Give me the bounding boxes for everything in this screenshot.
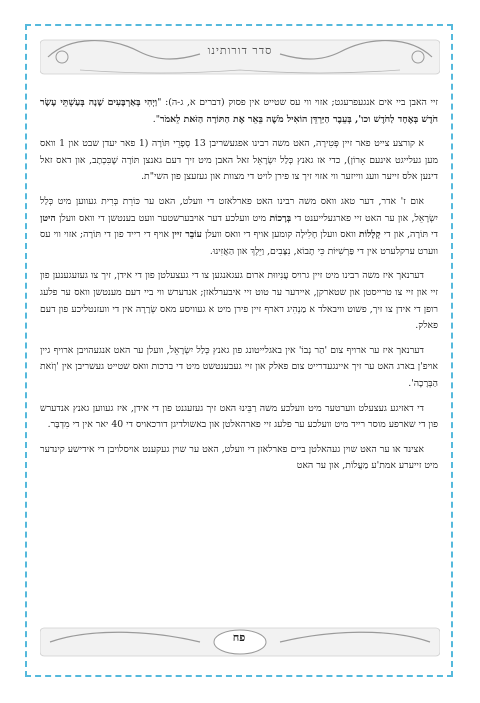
text-run: אום ז' אדר, דער טאג וואס משה רבינו האט פארלאזט די וועלט, האט ער כּוֹרֵת בְּרִית געווען מיט כְּלַל יִשְׂרָאֵל, און ער האט זיי פארגעלייענט די	[40, 195, 438, 224]
paragraph	[40, 401, 438, 434]
text-run: דערנאך איז משה רבינו מיט זיין גרויס עֲנִיווּת ארום געגאנגען צו די געצעלטן פון די אידן, זיך צו געזעגענען פון זיי און זיי צו טרייסטן און שטארקן, איידער ער טוט זיי איבערלאזן; אנדערש ווי ביי דעם מענטשן וואס ער פלעג רופן די אידן צו זיך, פשוט וויבאלד א מַנְהִיג דארף זיין פירן מיט א געוויסע מאס שְׂרָרָה אין די וועזנטליכע פון דעם פאלק.	[40, 270, 438, 332]
text-run: די דאזיגע געצעלט ווערטער מיט וועלכע משה רַבֵּינוּ האט זיך געזעגנט פון די אידן, איז געווען גאנץ אנדערש פון די שארפע מוסר רייד מיט וועלכע ער פלעג זיי פארהאלטן און באשולדיגן דורכאויס די 40 יאר אין די מִדְבָּר.	[40, 402, 438, 431]
paragraph	[40, 194, 438, 260]
text-run: וואס וועלן חָלִילָה קומען אויף די וואס וועלן	[201, 229, 359, 241]
paragraph	[40, 343, 438, 393]
page-number: פח	[232, 631, 246, 644]
paragraph	[40, 268, 438, 334]
paragraph	[40, 136, 438, 186]
running-header-title: סדר דורותינו	[207, 44, 273, 57]
bold-text-run: בְּרָכוֹת	[269, 212, 292, 224]
paragraph	[40, 95, 438, 128]
text-run: די תּוֹרָה, און די	[380, 229, 438, 241]
text-run: זיי האבן ביי אים אנגעפרעגט; אזוי ווי עס שטייט אין פסוק (דברים א, ג-ה): "	[157, 97, 438, 108]
text-run: א קורצע צייט פאר זיין פְּטִירָה, האט משה רבינו אפגעשריבן 13 סְפָרֵי תּוֹרָה (1 פאר יעדן שבט און 1 וואס מען געלייגט אינעם אָרוֹן), כדי אז גאנץ כְּלַל יִשְׂרָאֵל זאל האבן מיט זיך דעם גאנצן תּוֹרָה שֶׁבִּכְתָב, און דאס זאל דינען אלס זייער וועג ווייזער ווי אזוי זיך צו פירן לויט די מצוות און געזעצן פון השי"ת.	[40, 138, 438, 183]
bold-text-run: וַיְהִי בְּאַרְבָּעִים שָׁנָה בְּעַשְׁתֵּי עָשָׂר חֹדֶשׁ בְּאֶחָד לַחֹדֶשׁ וכו', בְּעֵבֶר הַיַּרְדֵּן הוֹאִיל מֹשֶׁה בֵּאֵר אֶת הַתּוֹרָה הַזֹּאת לֵאמֹר	[40, 97, 438, 125]
bold-text-run: היטן	[40, 212, 56, 224]
text-run: דערנאך איז ער ארויף צום 'הַר נְבוֹ' אין באגלייטונג פון גאנץ כְּלַל יִשְׂרָאֵל, וועלן ער האט אנגעהויבן ארויף גיין אויפ'ן בארג האט ער זיך איינגעדרייט צום פאלק און זיי געבענטשט מיט די ברכות וואס שטייט געשריבן אין 'וְזֹאת הַבְּרָכָה'.	[40, 344, 438, 389]
text-run: ".	[152, 113, 161, 125]
text-run: אצינד או ער האט שוין געהאלטן ביים פארלאזן די וועלט, האט ער שוין געקענט אויסלויבן די אידישע קינדער מיט זייערע אמת'ע מַעֲלוֹת, און ער האט	[40, 443, 438, 472]
paragraph	[40, 442, 438, 475]
bold-text-run: קְלָלוֹת	[358, 229, 381, 241]
text-run: אויף די רייד פון די תּוֹרָה; אזוי ווי עס ווערט ערקלערט אין די פַּרְשִׁיּוֹת כִּי תָבוֹא, נִצָּבִים, וַיֵּלֶךְ און הַאֲזִינוּ.	[40, 229, 438, 257]
text-run: מיט וועלכע דער אויבערשטער וועט בענטשן די וואס וועלן	[55, 212, 270, 224]
bold-text-run: עוֹבֵר זיין	[172, 229, 202, 241]
document-body	[40, 95, 438, 620]
